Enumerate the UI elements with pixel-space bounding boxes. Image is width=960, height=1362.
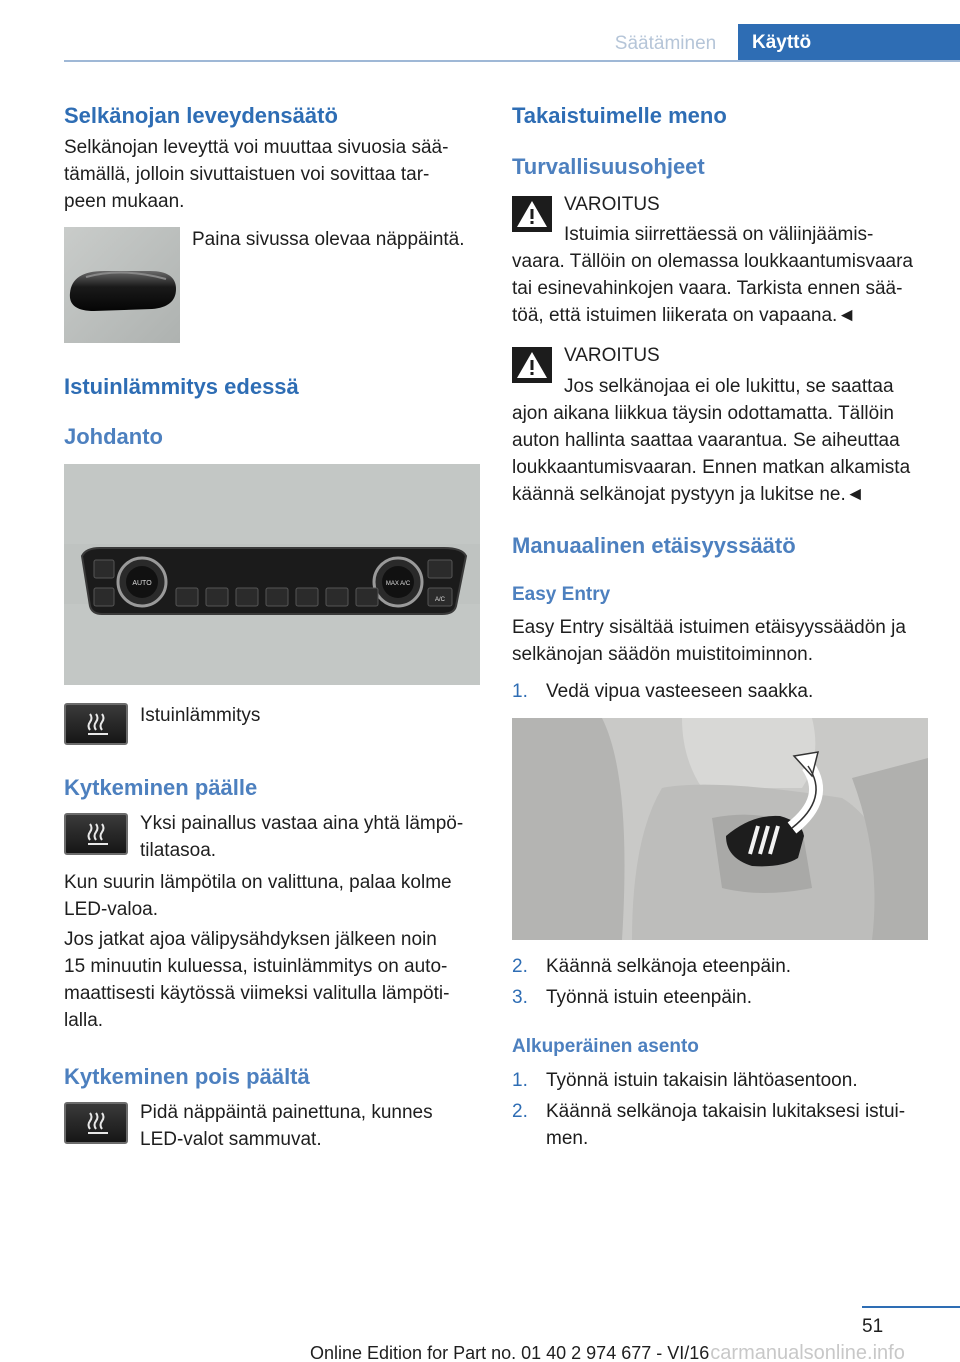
warning1-line-2: vaara. Tällöin on olemassa loukkaantumisvaara xyxy=(512,251,913,272)
width-button-photo xyxy=(64,227,180,343)
para-easy-1: Easy Entry sisältää istuimen etäisyyssäädön ja xyxy=(512,617,906,638)
para-easy-2: selkänojan säädön muistitoiminnon. xyxy=(512,644,814,665)
warning1-line-3: tai esinevahinkojen vaara. Tarkista ennen sää- xyxy=(512,278,903,299)
para-press-side-button: Paina sivussa olevaa näppäintä. xyxy=(192,229,465,250)
warning-icon xyxy=(512,196,552,232)
para-off-1: Pidä näppäintä painettuna, kunnes xyxy=(140,1102,433,1123)
para-on-6: 15 minuutin kuluessa, istuinlämmitys on auto- xyxy=(64,956,448,977)
seat-heating-icon xyxy=(64,813,128,855)
header-chapter-tab: Käyttö xyxy=(738,24,960,62)
para-on-8: lalla. xyxy=(64,1010,104,1031)
warning-icon xyxy=(512,347,552,383)
warning2-line-4: loukkaantumisvaaran. Ennen matkan alkamista xyxy=(512,457,911,478)
heading-switch-off: Kytkeminen pois päältä xyxy=(64,1064,310,1089)
seat-lever-photo xyxy=(512,718,928,940)
para-on-5: Jos jatkat ajoa välipysähdyksen jälkeen noin xyxy=(64,929,437,950)
para-on-4: LED-valoa. xyxy=(64,899,158,920)
panel-max-label: MAX A/C xyxy=(385,581,411,587)
para-on-3: Kun suurin lämpötila on valittuna, palaa kolme xyxy=(64,872,452,893)
panel-auto-label: AUTO xyxy=(132,580,152,587)
list-item: 1. Vedä vipua vasteeseen saakka. xyxy=(512,681,814,702)
label-seat-heating: Istuinlämmitys xyxy=(140,705,261,726)
list-item: 1. Työnnä istuin takaisin lähtöasentoon. xyxy=(512,1070,858,1091)
footer-edition: Online Edition for Part no. 01 40 2 974 677 - VI/16 carmanualsonline.info xyxy=(310,1342,905,1362)
warning1-line-1: Istuimia siirrettäessä on väliinjäämis- xyxy=(564,224,874,245)
panel-ac-label: A/C xyxy=(434,597,446,603)
para-on-1: Yksi painallus vastaa aina yhtä lämpö- xyxy=(140,813,464,834)
para-on-7: maattisesti käytössä viimeksi valitulla lämpöti- xyxy=(64,983,450,1004)
heading-easy-entry: Easy Entry xyxy=(512,584,611,605)
page-number: 51 xyxy=(862,1316,884,1337)
seat-heating-icon xyxy=(64,703,128,745)
warning1-title: VAROITUS xyxy=(564,194,660,215)
heading-rear-seat-access: Takaistuimelle meno xyxy=(512,103,727,128)
para-width-2: tämällä, jolloin sivuttaistuen voi sovittaa tar- xyxy=(64,164,430,185)
list-item: 2. Käännä selkänoja eteenpäin. xyxy=(512,956,792,977)
para-width-1: Selkänojan leveyttä voi muuttaa sivuosia sää- xyxy=(64,137,449,158)
warning2-line-5: käännä selkänojat pystyyn ja lukitse ne.◄ xyxy=(512,484,865,505)
heading-intro: Johdanto xyxy=(64,424,163,449)
para-off-2: LED-valot sammuvat. xyxy=(140,1129,322,1150)
warning2-line-3: auton hallinta saattaa vaarantua. Se aiheuttaa xyxy=(512,430,900,451)
header-rule xyxy=(64,60,960,62)
heading-seat-heating: Istuinlämmitys edessä xyxy=(64,374,299,399)
para-on-2: tilatasoa. xyxy=(140,840,217,861)
heading-original-position: Alkuperäinen asento xyxy=(512,1036,699,1057)
footer-rule xyxy=(862,1306,960,1308)
heading-switch-on: Kytkeminen päälle xyxy=(64,775,258,800)
heading-backrest-width: Selkänojan leveydensäätö xyxy=(64,103,338,128)
para-width-3: peen mukaan. xyxy=(64,191,185,212)
list-item: 2. Käännä selkänoja takaisin lukitaksesi istui- men. xyxy=(512,1101,906,1149)
warning2-title: VAROITUS xyxy=(564,345,660,366)
watermark: carmanualsonline.info xyxy=(710,1342,905,1362)
heading-manual-distance: Manuaalinen etäisyyssäätö xyxy=(512,533,796,558)
warning1-line-4: töä, että istuimen liikerata on vapaana.◄ xyxy=(512,305,857,326)
seat-heating-icon xyxy=(64,1102,128,1144)
climate-panel-photo xyxy=(64,464,480,685)
warning2-line-1: Jos selkänojaa ei ole lukittu, se saattaa xyxy=(564,376,894,397)
heading-safety: Turvallisuusohjeet xyxy=(512,154,705,179)
list-item: 3. Työnnä istuin eteenpäin. xyxy=(512,987,752,1008)
warning2-line-2: ajon aikana liikkua täysin odottamatta. Tällöin xyxy=(512,403,894,424)
header-section-tab: Säätäminen xyxy=(614,33,717,54)
